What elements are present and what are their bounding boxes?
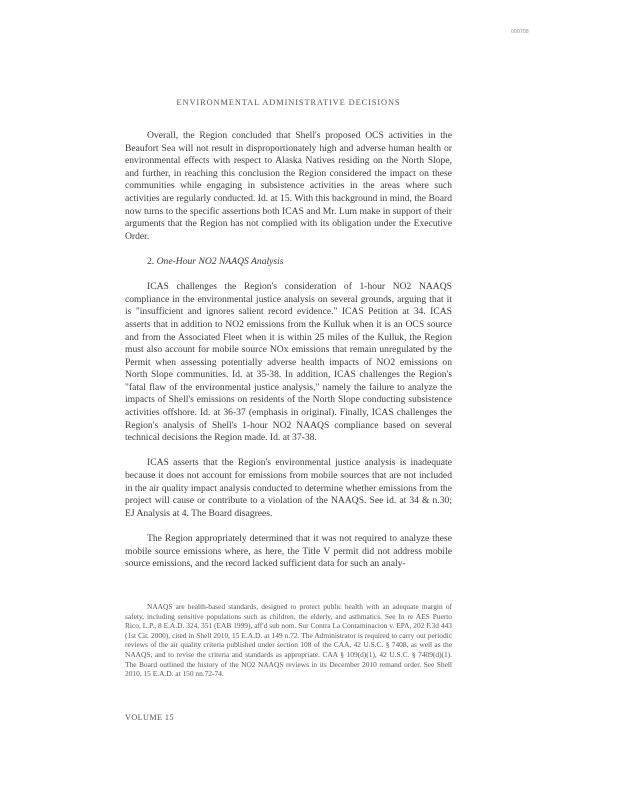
paragraph: The Region appropriately determined that it was not required to analyze these mobile source emissions where, as here, the Title V permit did not address mobile source emissions, and the record lacked sufficient data for such an analy- [125,533,452,570]
footnote [125,602,452,679]
page-stamp: 000708 [511,29,529,35]
paragraph: Overall, the Region concluded that Shell's proposed OCS activities in the Beaufort Sea will not result in disproportionately high and adverse human health or environmental effects with respect to Alaska Natives residing on the North Slope, and further, in reaching this conclusion the Region considered the impact on these communities while engaging in subsistence activities in the areas where such activities are regularly conducted. Id. at 15. With this background in mind, the Board now turns to the specific assertions both ICAS and Mr. Lum make in support of their arguments that the Region has not complied with its obligation under the Executive Order. [125,130,452,242]
body-text [125,130,452,583]
section-number: 2. [147,255,155,267]
footnote-text: NAAQS are health-based standards, designed to protect public health with an adequate margin of safety, including sensitive populations such as children, the elderly, and asthmatics. See In re AES Puerto Rico, L.P., 8 E.A.D. 324, 351 (EAB 1999), aff'd sub nom. Sur Contra La Contaminacion v. EPA, 202 F.3d 443 (1st Cir. 2000), cited in Shell 2010, 15 E.A.D. at 149 n.72. The Administrator is required to carry out periodic reviews of the air quality criteria published under section 108 of the CAA, 42 U.S.C. § 7408, as well as the NAAQS, and to revise the criteria and standards as appropriate. CAA § 109(d)(1), 42 U.S.C. § 7409(d)(1). The Board outlined the history of the NO2 NAAQS reviews in its December 2010 remand order. See Shell 2010, 15 E.A.D. at 150 nn.72-74. [125,602,452,679]
paragraph: ICAS challenges the Region's consideration of 1-hour NO2 NAAQS compliance in the environmental justice analysis on several grounds, arguing that it is "insufficient and ignores salient record evidence." ICAS Petition at 34. ICAS asserts that in addition to NO2 emissions from the Kulluk when it is an OCS source and from the Associated Fleet when it is within 25 miles of the Kulluk, the Region must also account for mobile source NOx emissions that remain unregulated by the Permit when assessing potentially adverse health impacts of NO2 emissions on North Slope communities. Id. at 35-38. In addition, ICAS challenges the Region's "fatal flaw of the environmental justice analysis," namely the failure to analyze the impacts of Shell's emissions on residents of the North Slope conducting subsistence activities offshore. Id. at 36-37 (emphasis in original). Finally, ICAS challenges the Region's analysis of Shell's 1-hour NO2 NAAQS compliance based on several technical decisions the Region made. Id. at 37-38. [125,281,452,444]
running-head: ENVIRONMENTAL ADMINISTRATIVE DECISIONS [176,98,401,107]
section-title: One-Hour NO2 NAAQS Analysis [156,255,284,267]
section-heading [125,256,452,269]
volume-footer: VOLUME 15 [125,713,174,722]
paragraph: ICAS asserts that the Region's environmental justice analysis is inadequate because it does not account for emissions from mobile sources that are not included in the air quality impact analysis conducted to determine whether emissions from the project will cause or contribute to a violation of the NAAQS. See id. at 34 & n.30; EJ Analysis at 4. The Board disagrees. [125,457,452,519]
